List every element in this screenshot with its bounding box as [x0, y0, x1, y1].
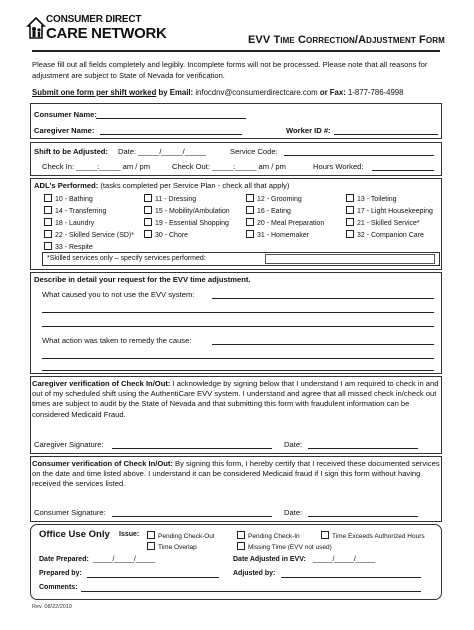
checkbox-icon[interactable]: [246, 206, 254, 214]
adl-checkbox[interactable]: 33 - Respite: [44, 242, 93, 251]
hours-worked-field[interactable]: [372, 170, 434, 171]
date-adjusted-field[interactable]: _____/_____/_____: [313, 556, 376, 563]
email-address[interactable]: infocdnv@consumerdirectcare.com: [195, 88, 318, 97]
logo-text-bottom: CARE NETWORK: [46, 25, 167, 42]
checkbox-icon[interactable]: [346, 230, 354, 238]
adl-checkbox[interactable]: 13 - Toileting: [346, 194, 397, 203]
adl-checkbox[interactable]: 19 - Essential Shopping: [144, 218, 229, 227]
adl-checkbox[interactable]: 32 - Companion Care: [346, 230, 424, 239]
or-fax-label: or Fax:: [317, 88, 348, 97]
submit-one-form: Submit one form per shift worked: [32, 88, 157, 97]
logo-text-top: CONSUMER DIRECT: [46, 14, 142, 25]
adjusted-by-label: Adjusted by:: [233, 570, 276, 577]
q2-answer-line[interactable]: [212, 344, 434, 345]
adls-label: ADL's Performed:: [34, 181, 99, 190]
q2-label: What action was taken to remedy the cause:: [42, 336, 192, 345]
adl-checkbox[interactable]: 10 - Bathing: [44, 194, 93, 203]
check-out-field[interactable]: Check Out: _____:_____ am / pm: [172, 162, 286, 171]
by-email-label: by Email:: [156, 88, 196, 97]
checkbox-icon[interactable]: [144, 194, 152, 202]
form-title: EVV Time Correction/Adjustment Form: [248, 34, 445, 46]
adls-hint: (tasks completed per Service Plan - check all that apply): [98, 181, 290, 190]
prepared-by-field[interactable]: [87, 577, 219, 578]
adl-checkbox[interactable]: 15 - Mobility/Ambulation: [144, 206, 230, 215]
caregiver-verification-body: I acknowledge by signing below that I understand I am required to check in and out of my scheduled shift using the AuthentiCare EVV system. I understand and agree that all missed check in/check out times are subject to audit by the State of Nevada and that submitting this form with fraudulent information can be considered Medicaid Fraud.: [32, 379, 439, 419]
date-adjusted-label: Date Adjusted in EVV:: [233, 556, 306, 563]
office-use-section: [30, 524, 442, 600]
skilled-services-note: *Skilled services only – specify services performed:: [47, 255, 206, 262]
consumer-name-label: Consumer Name:: [34, 110, 97, 119]
prepared-by-label: Prepared by:: [39, 570, 82, 577]
consumer-date-label: Date:: [284, 508, 303, 517]
service-code-label: Service Code:: [230, 147, 278, 156]
detail-heading: Describe in detail your request for the EVV time adjustment.: [34, 275, 251, 284]
issue-checkbox[interactable]: Time Overlap: [147, 542, 197, 551]
adl-checkbox[interactable]: 20 - Meal Preparation: [246, 218, 324, 227]
worker-id-label: Worker ID #:: [286, 126, 331, 135]
consumer-verification-body: By signing this form, I hereby certify that I received these documented services on the date and time listed above. I understand it can be considered Medicaid fraud if I sign this form without having received the services listed.: [32, 459, 440, 489]
caregiver-verification-text: [32, 379, 442, 420]
caregiver-date-field[interactable]: [308, 448, 418, 449]
issue-checkbox[interactable]: Pending Check-In: [237, 531, 300, 540]
adl-checkbox[interactable]: 14 - Transferring: [44, 206, 106, 215]
adl-checkbox[interactable]: 21 - Skilled Service*: [346, 218, 420, 227]
q1-answer-line[interactable]: [212, 298, 434, 299]
checkbox-icon[interactable]: [246, 194, 254, 202]
q1-answer-line[interactable]: [42, 326, 434, 327]
worker-id-field[interactable]: [334, 134, 438, 135]
issue-checkbox[interactable]: Missing Time (EVV not used): [237, 542, 332, 551]
checkbox-icon[interactable]: [144, 218, 152, 226]
q1-label: What caused you to not use the EVV system:: [42, 290, 195, 299]
checkbox-icon[interactable]: [346, 206, 354, 214]
checkbox-icon[interactable]: [346, 218, 354, 226]
checkbox-icon[interactable]: [246, 218, 254, 226]
consumer-verification-label: Consumer verification of Check In/Out:: [32, 459, 173, 468]
q2-answer-line[interactable]: [42, 358, 434, 359]
checkbox-icon[interactable]: [44, 194, 52, 202]
shift-label: Shift to be Adjusted:: [34, 147, 108, 156]
consumer-name-field[interactable]: [96, 118, 246, 119]
checkbox-icon[interactable]: [346, 194, 354, 202]
hours-worked-label: Hours Worked:: [313, 162, 364, 171]
checkbox-icon[interactable]: [144, 206, 152, 214]
consumer-signature-label: Consumer Signature:: [34, 508, 106, 517]
checkbox-icon[interactable]: [237, 542, 245, 550]
caregiver-signature-label: Caregiver Signature:: [34, 440, 104, 449]
checkbox-icon[interactable]: [237, 531, 245, 539]
adl-checkbox[interactable]: 16 - Eating: [246, 206, 291, 215]
adl-checkbox[interactable]: 22 - Skilled Service (SD)*: [44, 230, 134, 239]
office-use-title: Office Use Only: [39, 529, 110, 540]
caregiver-date-label: Date:: [284, 440, 303, 449]
submit-instructions: [32, 88, 403, 97]
consumer-verification-text: [32, 459, 442, 490]
adl-checkbox[interactable]: 11 - Dressing: [144, 194, 196, 203]
caregiver-signature-field[interactable]: [112, 448, 272, 449]
adl-checkbox[interactable]: 12 - Grooming: [246, 194, 302, 203]
caregiver-name-label: Caregiver Name:: [34, 126, 95, 135]
consumer-date-field[interactable]: [308, 516, 418, 517]
shift-date-field[interactable]: Date: _____/_____/_____: [118, 147, 206, 156]
revision-date: Rev. 08/22/2019: [32, 604, 72, 610]
comments-label: Comments:: [39, 584, 78, 591]
issue-label: Issue:: [119, 531, 140, 538]
adl-checkbox[interactable]: 18 - Laundry: [44, 218, 94, 227]
adls-heading: [34, 181, 289, 190]
consumer-signature-field[interactable]: [112, 516, 272, 517]
comments-field[interactable]: [81, 591, 421, 592]
skilled-services-field[interactable]: [265, 254, 435, 264]
checkbox-icon[interactable]: [44, 230, 52, 238]
checkbox-icon[interactable]: [44, 218, 52, 226]
issue-checkbox[interactable]: Time Exceeds Authorized Hours: [321, 531, 425, 540]
checkbox-icon[interactable]: [147, 542, 155, 550]
caregiver-name-field[interactable]: [100, 134, 242, 135]
adl-checkbox[interactable]: 30 - Chore: [144, 230, 188, 239]
adjusted-by-field[interactable]: [281, 577, 421, 578]
intro-text: Please fill out all fields completely and legibly. Incomplete forms will not be processed. Please note that all reasons for adjustment are subject to State of Nevada for verification.: [32, 60, 428, 80]
check-in-field[interactable]: Check In: _____:_____ am / pm: [42, 162, 151, 171]
service-code-field[interactable]: [284, 155, 434, 156]
title-divider: [32, 50, 440, 52]
checkbox-icon[interactable]: [246, 230, 254, 238]
fax-number: 1-877-786-4998: [347, 88, 404, 97]
date-prepared-field[interactable]: _____/_____/_____: [93, 556, 156, 563]
skilled-services-row: [42, 252, 440, 266]
adl-checkbox[interactable]: 17 - Light Housekeeping: [346, 206, 433, 215]
house-family-icon: [26, 16, 46, 40]
issue-checkbox[interactable]: Pending Check-Out: [147, 531, 215, 540]
checkbox-icon[interactable]: [44, 206, 52, 214]
date-prepared-label: Date Prepared:: [39, 556, 89, 563]
q1-answer-line[interactable]: [42, 312, 434, 313]
checkbox-icon[interactable]: [321, 531, 329, 539]
checkbox-icon[interactable]: [44, 242, 52, 250]
company-logo: [26, 12, 167, 48]
checkbox-icon[interactable]: [147, 531, 155, 539]
checkbox-icon[interactable]: [144, 230, 152, 238]
q2-answer-line[interactable]: [42, 370, 434, 371]
caregiver-verification-label: Caregiver verification of Check In/Out:: [32, 379, 171, 388]
adl-checkbox[interactable]: 31 - Homemaker: [246, 230, 309, 239]
